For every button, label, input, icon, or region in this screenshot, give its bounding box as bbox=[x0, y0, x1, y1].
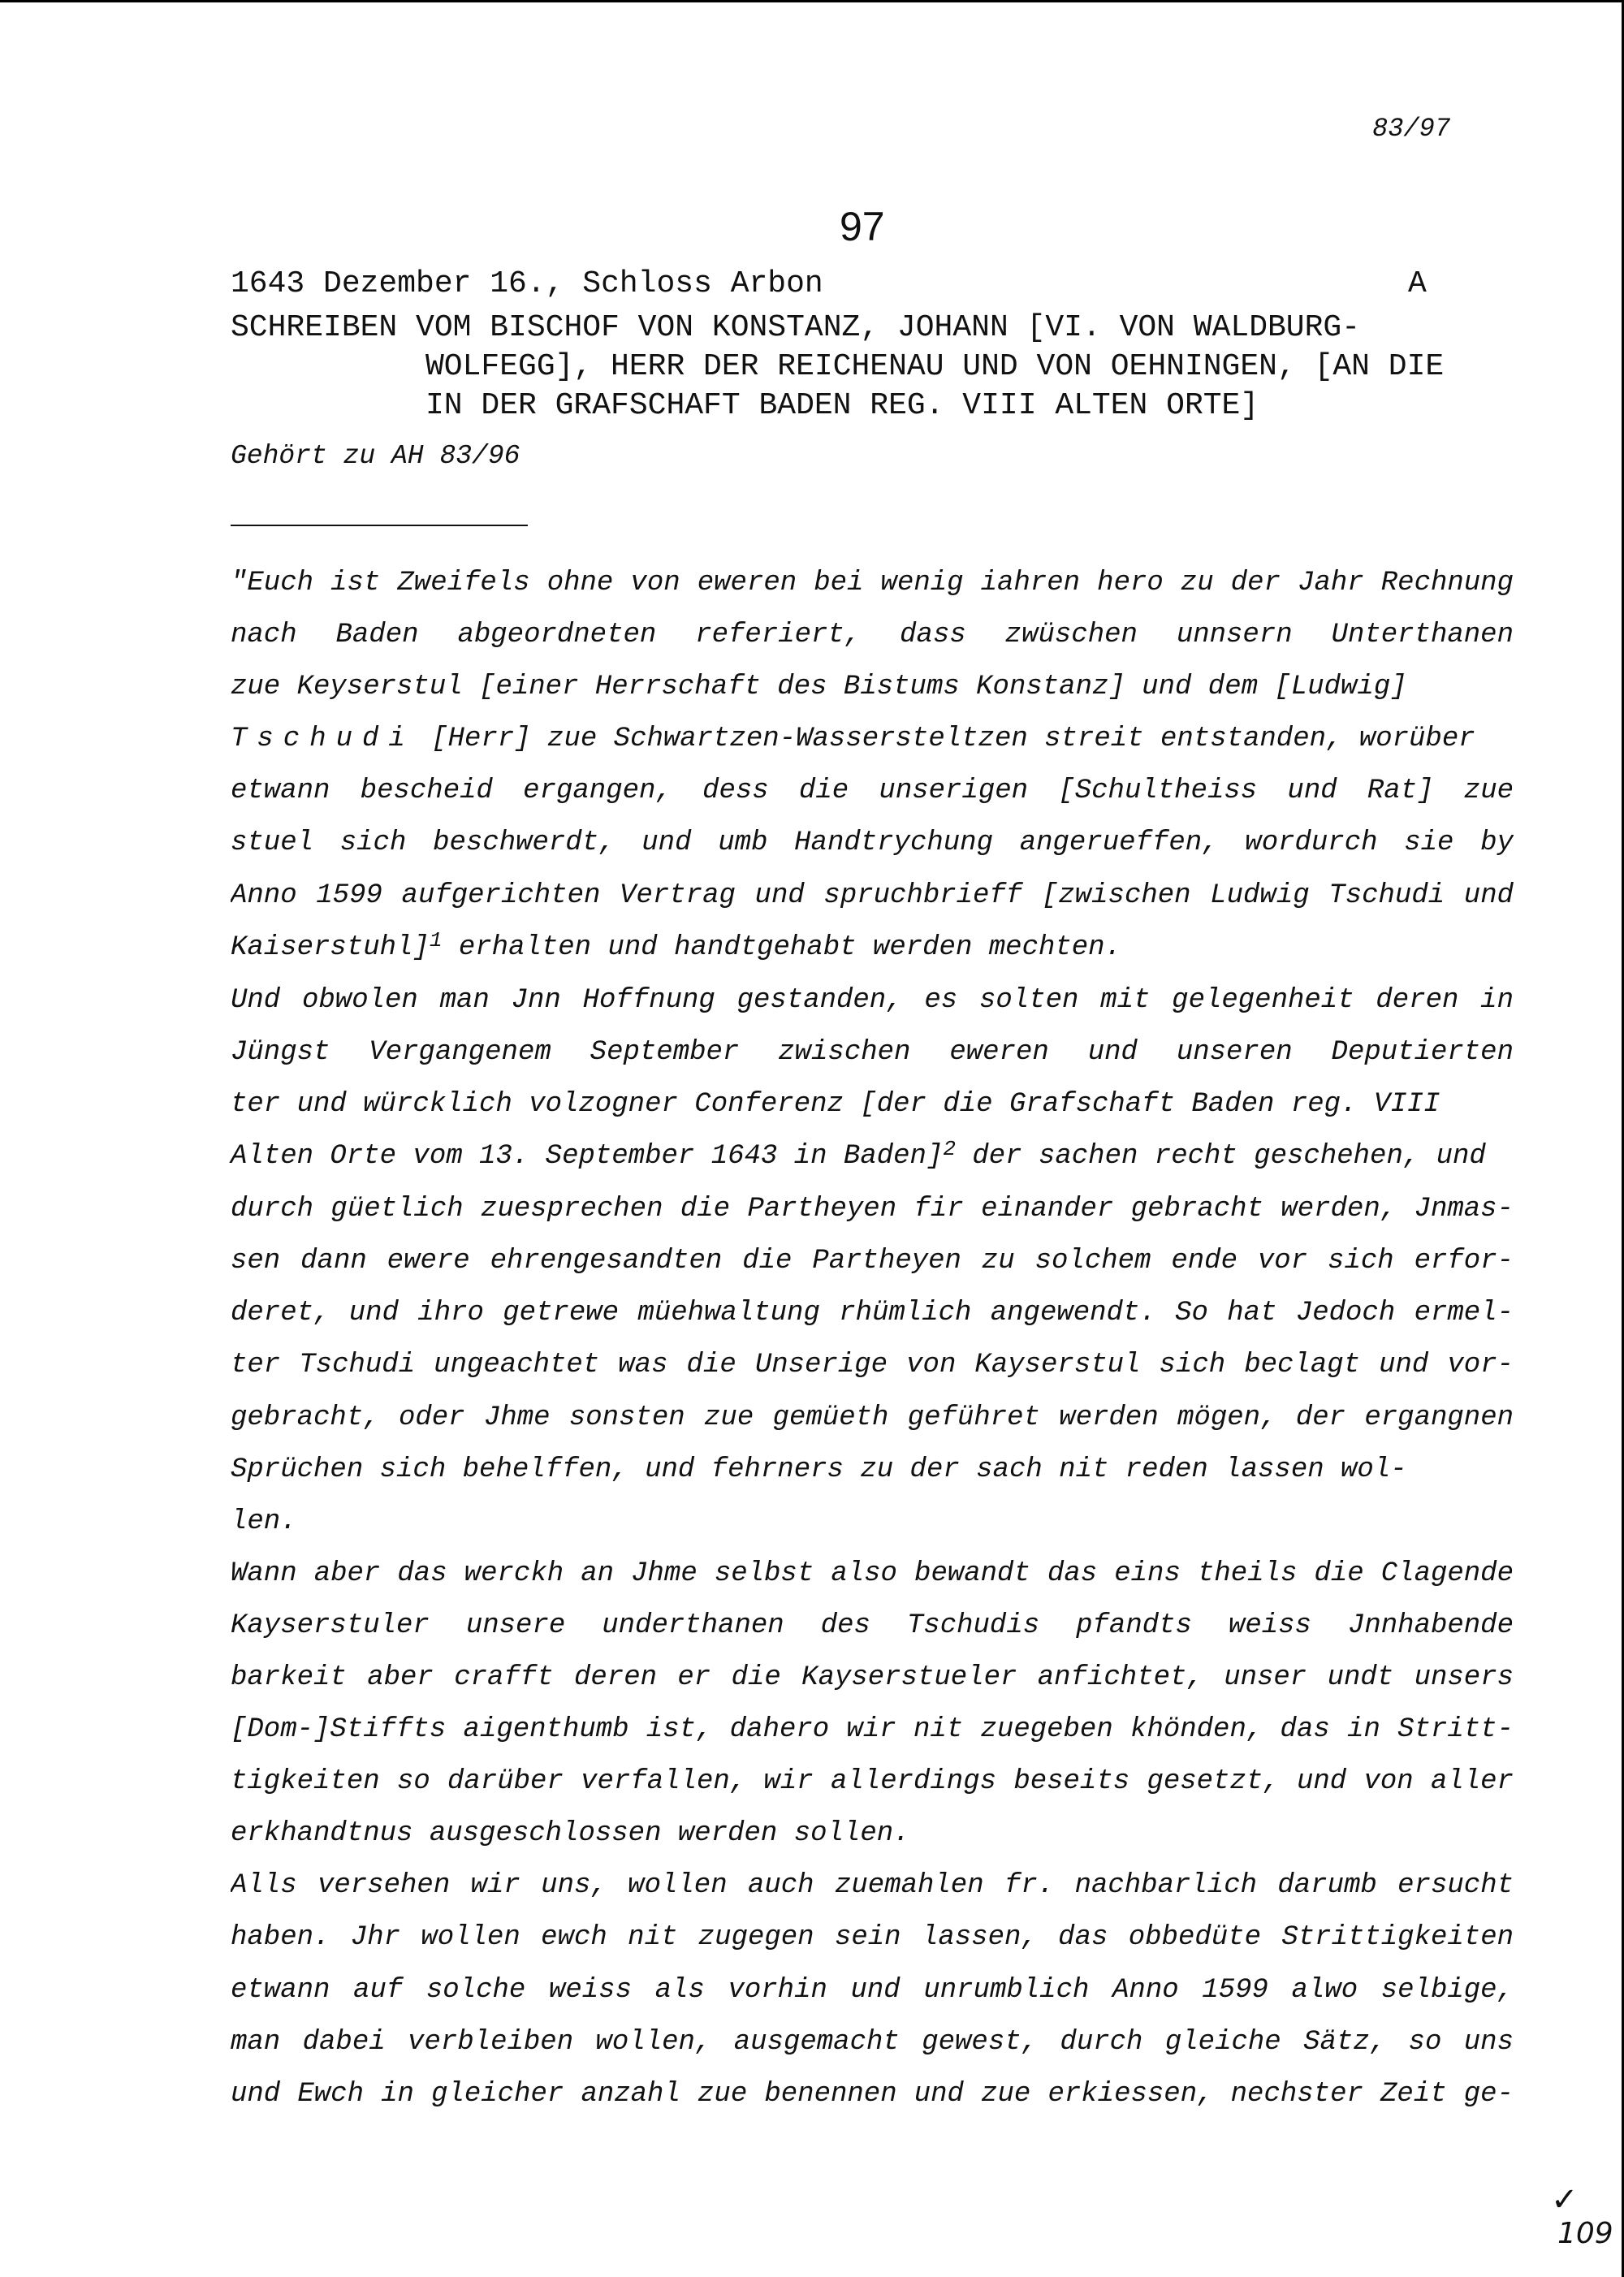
text-line: sen dann ewere ehrengesandten die Partheyen zu solchem ende vor sich erfor- bbox=[231, 1246, 1514, 1277]
title-line: SCHREIBEN VOM BISCHOF VON KONSTANZ, JOHANN [VI. VON WALDBURG- bbox=[231, 310, 1361, 345]
text-line: nach Baden abgeordneten referiert, dass zwüschen unnsern Unterthanen bbox=[231, 620, 1514, 651]
handwritten-page-number: 109 bbox=[1557, 2217, 1613, 2250]
archive-reference: 83/97 bbox=[1372, 114, 1451, 144]
text-line: Tschudi [Herr] zue Schwartzen-Wassersteltzen streit entstanden, worüber bbox=[231, 724, 1475, 755]
check-mark-icon: ✓ bbox=[1551, 2181, 1579, 2219]
text-line: barkeit aber crafft deren er die Kayserstueler anfichtet, unser undt unsers bbox=[231, 1661, 1514, 1693]
text-line: haben. Jhr wollen ewch nit zugegen sein lassen, das obbedüte Strittigkeiten bbox=[231, 1922, 1514, 1954]
text-line: erkhandtnus ausgeschlossen werden sollen. bbox=[231, 1818, 910, 1850]
document-title bbox=[231, 309, 1444, 426]
text-line: etwann auf solche weiss als vorhin und unrumblich Anno 1599 alwo selbige, bbox=[231, 1974, 1514, 2006]
text-line: deret, und ihro getrewe müehwaltung rhümlich angewendt. So hat Jedoch ermel- bbox=[231, 1298, 1514, 1329]
text-line: [Dom-]Stiffts aigenthumb ist, dahero wir nit zuegeben khönden, das in Stritt- bbox=[231, 1714, 1514, 1746]
text-line: ter und würcklich volzogner Conferenz [der die Grafschaft Baden reg. VIII bbox=[231, 1088, 1440, 1120]
text-line: etwann bescheid ergangen, dess die unserigen [Schultheiss und Rat] zue bbox=[231, 776, 1514, 807]
text-line: man dabei verbleiben wollen, ausgemacht gewest, durch gleiche Sätz, so uns bbox=[231, 2026, 1514, 2058]
text-line: Und obwolen man Jnn Hoffnung gestanden, es solten mit gelegenheit deren in bbox=[231, 984, 1514, 1016]
footnote-ref: 1 bbox=[429, 927, 443, 953]
page-frame-top bbox=[0, 0, 1624, 2]
text-line: zue Keyserstul [einer Herrschaft des Bistums Konstanz] und dem [Ludwig] bbox=[231, 672, 1407, 703]
text-line: Alten Orte vom 13. September 1643 in Baden]$^2$ der sachen recht geschehen, und bbox=[231, 1137, 1486, 1173]
spaced-name: Tschudi bbox=[231, 724, 415, 755]
separator-rule bbox=[231, 525, 528, 526]
text-line: Kayserstuler unsere underthanen des Tschudis pfandts weiss Jnnhabende bbox=[231, 1609, 1514, 1641]
text-line: durch güetlich zuesprechen die Partheyen fir einander gebracht werden, Jnmas- bbox=[231, 1194, 1514, 1225]
text-line: Wann aber das werckh an Jhme selbst also bewandt das eins theils die Clagende bbox=[231, 1558, 1514, 1589]
text-line: Anno 1599 aufgerichten Vertrag und spruchbrieff [zwischen Ludwig Tschudi und bbox=[231, 879, 1514, 911]
text-line: Kaiserstuhl]$^1$ erhalten und handtgehabt werden mechten. bbox=[231, 927, 1121, 963]
text-line: und Ewch in gleicher anzahl zue benennen und zue erkiessen, nechster Zeit ge- bbox=[231, 2078, 1514, 2110]
text-line: len. bbox=[231, 1506, 297, 1537]
text-line: "Euch ist Zweifels ohne von eweren bei wenig iahren hero zu der Jahr Rechnung bbox=[231, 568, 1514, 598]
text-line: Sprüchen sich behelffen, und fehrners zu der sach nit reden lassen wol- bbox=[231, 1454, 1407, 1485]
document-mark: A bbox=[1408, 266, 1427, 301]
document-number: 97 bbox=[840, 204, 885, 249]
belongs-to-note: Gehört zu AH 83/96 bbox=[231, 441, 520, 471]
text-line: Alls versehen wir uns, wollen auch zuemahlen fr. nachbarlich darumb ersucht bbox=[231, 1870, 1514, 1902]
text-line: tigkeiten so darüber verfallen, wir allerdings beseits gesetzt, und von aller bbox=[231, 1766, 1514, 1798]
title-line: WOLFEGG], HERR DER REICHENAU UND VON OEHNINGEN, [AN DIE bbox=[425, 349, 1445, 384]
footnote-ref: 2 bbox=[943, 1137, 956, 1162]
text-line: ter Tschudi ungeachtet was die Unserige von Kayserstul sich beclagt und vor- bbox=[231, 1350, 1514, 1381]
title-line: IN DER GRAFSCHAFT BADEN REG. VIII ALTEN ORTE] bbox=[425, 388, 1259, 423]
letter-body bbox=[231, 557, 1514, 2120]
text-line: Jüngst Vergangenem September zwischen eweren und unseren Deputierten bbox=[231, 1036, 1514, 1068]
dateline: 1643 Dezember 16., Schloss Arbon bbox=[231, 266, 823, 301]
text-line: gebracht, oder Jhme sonsten zue gemüeth geführet werden mögen, der ergangnen bbox=[231, 1402, 1514, 1433]
text-line: stuel sich beschwerdt, und umb Handtrychung angerueffen, wordurch sie by bbox=[231, 827, 1514, 859]
